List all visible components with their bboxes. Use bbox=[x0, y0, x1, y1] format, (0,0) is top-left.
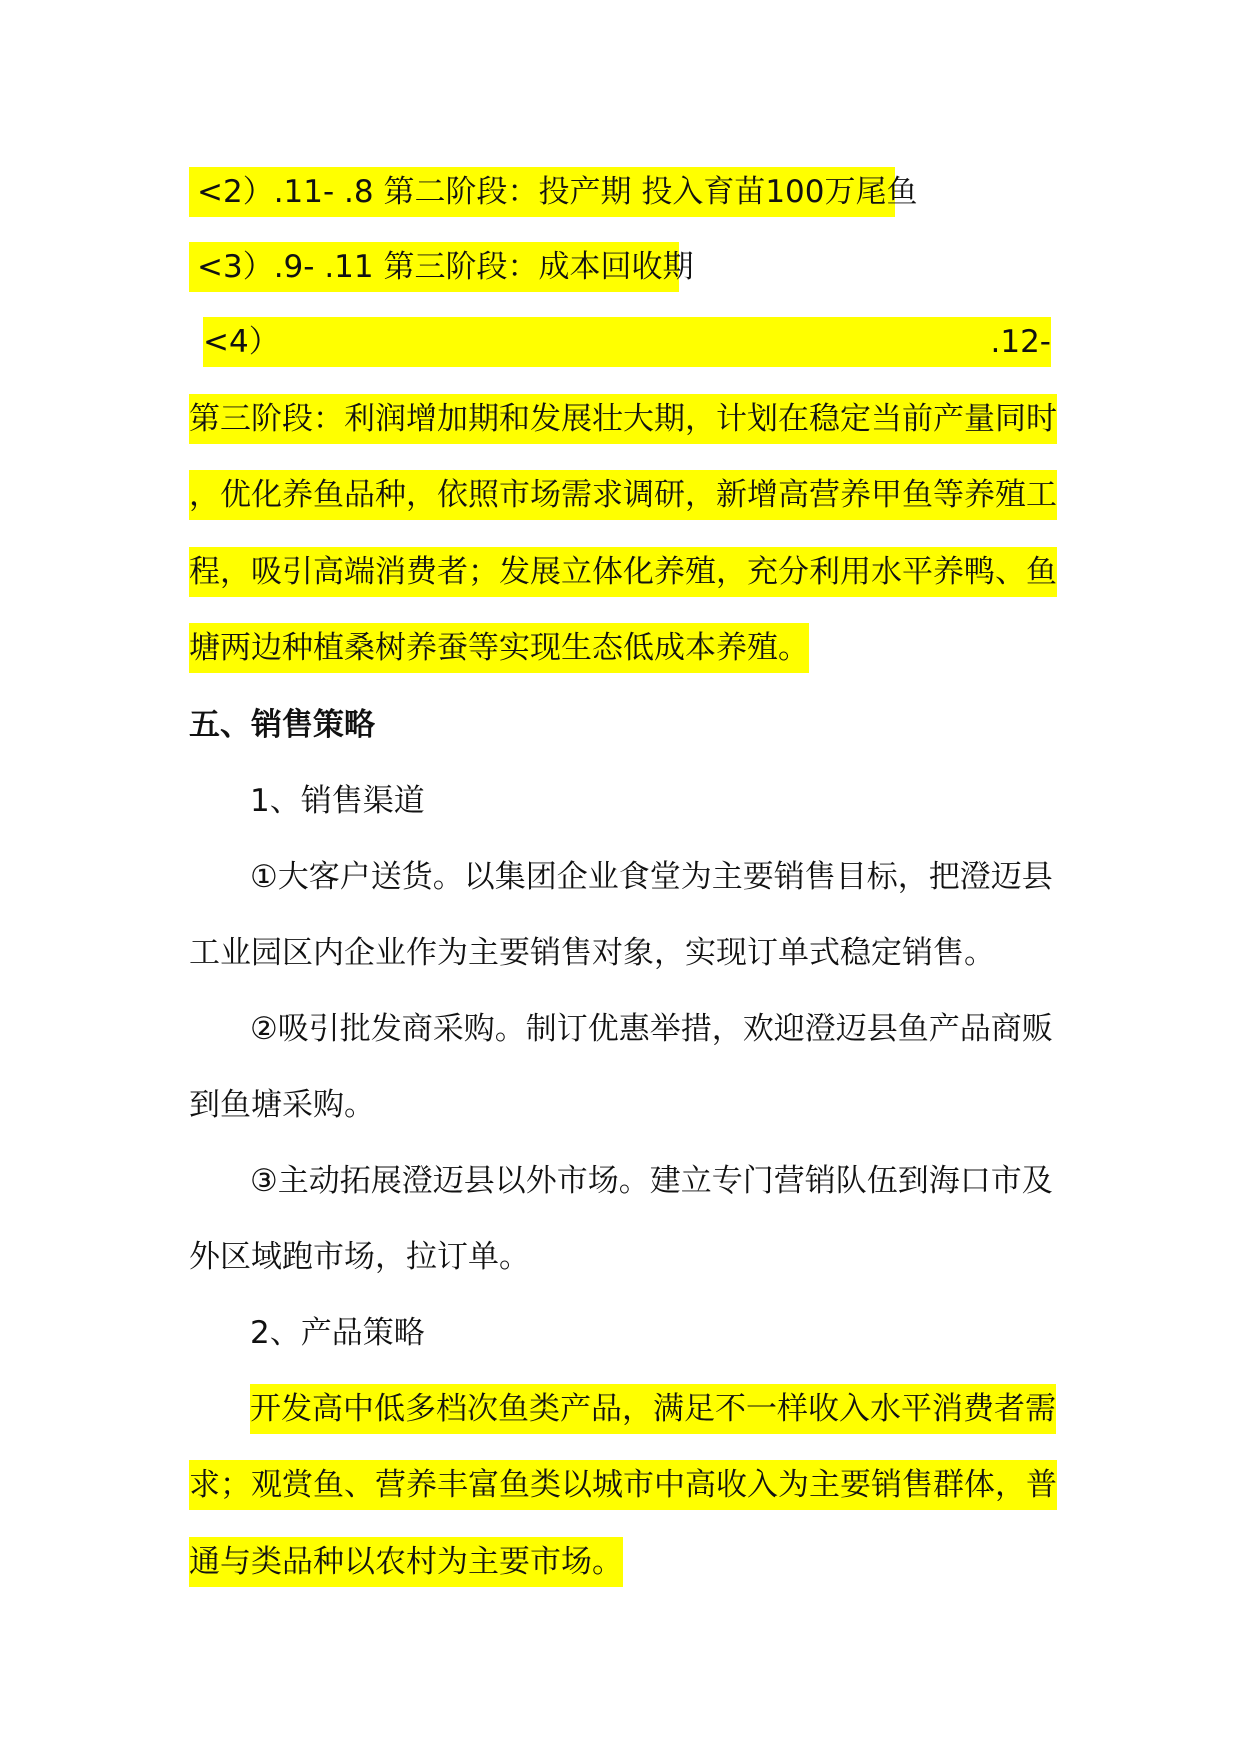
channel-item-3-line: ③主动拓展澄迈县以外市场。建立专门营销队伍到海口市及 bbox=[250, 1163, 1053, 1199]
channel-item-2-line: 到鱼塘采购。 bbox=[189, 1087, 375, 1123]
product-strategy-line: 求；观赏鱼、营养丰富鱼类以城市中高收入为主要销售群体，普 bbox=[189, 1460, 1057, 1510]
channel-item-1-line: 工业园区内企业作为主要销售对象，实现订单式稳定销售。 bbox=[189, 935, 995, 971]
phase-4-suffix: .12- bbox=[990, 324, 1051, 360]
product-strategy-line: 通与类品种以农村为主要市场。 bbox=[189, 1537, 623, 1587]
phase-4-header-line bbox=[203, 317, 1051, 367]
phase-3-line: <3）.9- .11 第三阶段：成本回收期 bbox=[189, 242, 679, 292]
product-strategy-line: 开发高中低多档次鱼类产品，满足不一样收入水平消费者需 bbox=[250, 1384, 1056, 1434]
phase-2-line: <2）.11- .8 第二阶段：投产期 投入育苗100万尾鱼 bbox=[189, 167, 895, 217]
phase-4-prefix: <4） bbox=[203, 324, 280, 360]
sales-channel-heading: 1、销售渠道 bbox=[250, 783, 425, 819]
phase-4-desc-line: 程，吸引高端消费者；发展立体化养殖，充分利用水平养鸭、鱼 bbox=[189, 547, 1057, 597]
channel-item-2-line: ②吸引批发商采购。制订优惠举措，欢迎澄迈县鱼产品商贩 bbox=[250, 1011, 1053, 1047]
phase-4-desc-line: 第三阶段：利润增加期和发展壮大期，计划在稳定当前产量同时 bbox=[189, 394, 1057, 444]
product-strategy-heading: 2、产品策略 bbox=[250, 1315, 425, 1351]
section-5-heading: 五、销售策略 bbox=[189, 707, 375, 743]
phase-4-desc-line: 塘两边种植桑树养蚕等实现生态低成本养殖。 bbox=[189, 623, 809, 673]
channel-item-1-line: ①大客户送货。以集团企业食堂为主要销售目标，把澄迈县 bbox=[250, 859, 1053, 895]
phase-4-desc-line: ，优化养鱼品种，依照市场需求调研，新增高营养甲鱼等养殖工 bbox=[189, 470, 1057, 520]
channel-item-3-line: 外区域跑市场，拉订单。 bbox=[189, 1239, 530, 1275]
